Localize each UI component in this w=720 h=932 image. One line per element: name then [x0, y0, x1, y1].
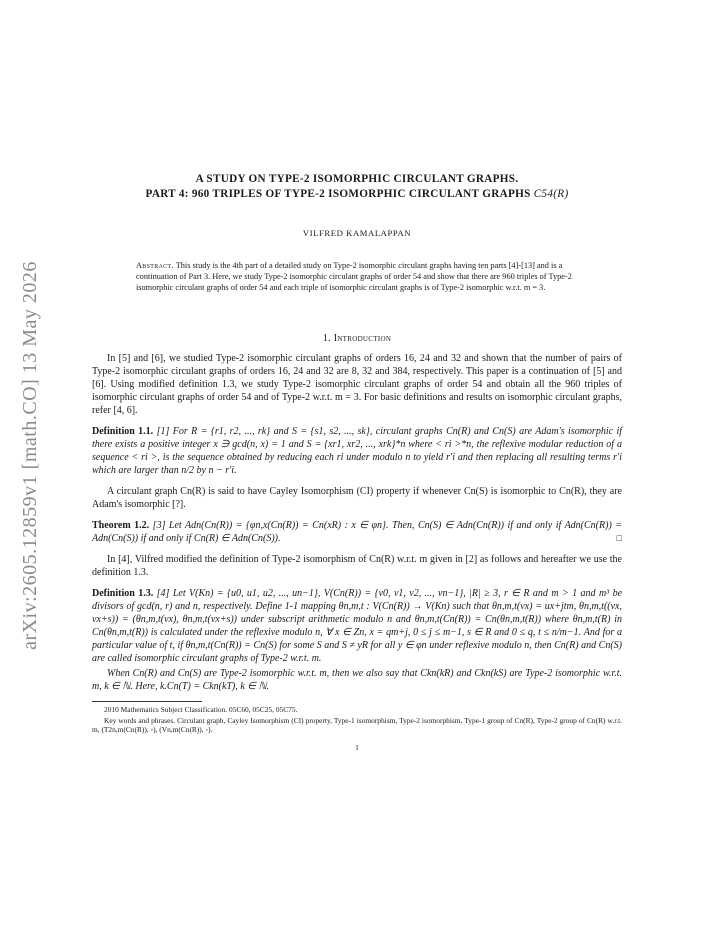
abstract	[136, 260, 578, 293]
intro-paragraph-1: In [5] and [6], we studied Type-2 isomorphic circulant graphs of orders 16, 24 and 32 and shown that the number of pairs of Type-2 isomorphic circulant graphs of orders 16, 24 and 32 are 8, 32 and 384, respectively. This paper is a continuation of [5] and [6]. Using modified definition 1.3, we study Type-2 isomorphic circulant graphs of order 54 and obtain all the 960 triples of isomorphic circulant graphs of order 54 and of Type-2 w.r.t. m = 3. For basic definitions and results on isomorphic circulant graphs, refer [4, 6].	[92, 353, 622, 416]
title-symbol: C54(R)	[533, 188, 569, 200]
definition-1-3-body: [4] Let V(Kn) = {u0, u1, u2, ..., un−1}, V(Cn(R)) = {v0, v1, v2, ..., vn−1}, |R| ≥ 3, r ∈ R and m > 1 and m³ be divisors of gcd(n, r) and n, respectively. Define 1-1 mapping θn,m,t : V(Cn(R)) → V(Kn) such that θn,m,t(vx) = ux+jtm, θn,m,t((vx, vx+s)) = (θn,m,t(vx), θn,m,t(vx+s)) under subscript arithmetic modulo n and θn,m,t(Cn(R)) = Cn(θn,m,t(R)) where θn,m,t(R) in Cn(θn,m,t(R)) is calculated under the reflexive modulo n, ∀ x ∈ Zn, x = qm+j, 0 ≤ j ≤ m−1, s ∈ R and 0 ≤ q, t ≤ n/m−1. And for a particular value of t, if θn,m,t(Cn(R)) = Cn(S) for some S and S ≠ yR for all y ∈ φn under reflexive modulo n, then Cn(R) and Cn(S) are called isomorphic circulant graphs of Type-2 w.r.t. m.	[92, 588, 623, 664]
paper-title-line1: A STUDY ON TYPE-2 ISOMORPHIC CIRCULANT GRAPHS.	[195, 173, 519, 185]
footnote-rule	[92, 701, 202, 702]
theorem-1-2-label: Theorem 1.2.	[92, 520, 150, 531]
definition-1-3	[92, 587, 622, 665]
title-line2-text: PART 4: 960 TRIPLES OF TYPE-2 ISOMORPHIC CIRCULANT GRAPHS	[145, 188, 531, 200]
author-name: VILFRED KAMALAPPAN	[302, 228, 412, 238]
theorem-1-2-body: [3] Let Adn(Cn(R)) = {φn,x(Cn(R)) = Cn(xR) : x ∈ φn}. Then, Cn(S) ∈ Adn(Cn(R)) if and only if Adn(Cn(R)) = Adn(Cn(S)) if and only if Cn(R) ∈ Adn(Cn(S)).	[92, 520, 623, 544]
footnote-keywords: Key words and phrases. Circulant graph, Cayley Isomorphism (CI) property, Type-1 isomorphism, Type-2 isomorphism, Type-1 group of Cn(R), Type-2 group of Cn(R) w.r.t. m, (T2n,m(Cn(R)), ◦), (Vn,m(Cn(R)), ◦).	[92, 715, 622, 735]
paper-title-line2	[92, 187, 622, 202]
intro-paragraph-2: A circulant graph Cn(R) is said to have Cayley Isomorphism (CI) property if whenever Cn(S) is isomorphic to Cn(R), they are Adam's isomorphic [?].	[92, 486, 622, 510]
page-number: 1	[355, 742, 359, 752]
abstract-label: Abstract.	[136, 261, 174, 270]
abstract-text: This study is the 4th part of a detailed study on Type-2 isomorphic circulant graphs having ten parts [4]-[13] and is a continuation of Part 3. Here, we study Type-2 isomorphic circulant graphs of order 54 and show that there are 960 triples of Type-2 isomorphic circulant graphs of order 54 and each triple of isomorphic circulant graphs is of Type-2 isomorphic w.r.t. m = 3.	[136, 261, 572, 292]
footnote-msc: 2010 Mathematics Subject Classification. 05C60, 05C25, 05C75.	[104, 705, 298, 714]
intro-paragraph-4: When Cn(R) and Cn(S) are Type-2 isomorphic w.r.t. m, then we also say that Ckn(kR) and Ckn(kS) are Type-2 isomorphic w.r.t. m, k ∈ ℕ. Here, k.Cn(T) = Ckn(kT), k ∈ ℕ.	[92, 668, 622, 692]
section-heading-introduction: 1. Introduction	[322, 333, 392, 344]
intro-paragraph-3: In [4], Vilfred modified the definition of Type-2 isomorphism of Cn(R) w.r.t. m given in [2] as follows and hereafter we use the definition 1.3.	[92, 554, 622, 578]
definition-1-1-body: [1] For R = {r1, r2, ..., rk} and S = {s1, s2, ..., sk}, circulant graphs Cn(R) and Cn(S) are Adam's isomorphic if there exists a positive integer x ∋ gcd(n, x) = 1 and S = {xr1, xr2, ..., xrk}*n where < ri >*n, the reflexive modular reduction of a sequence < ri >, is the sequence obtained by reducing each ri under modulo n to yield r′i and then replacing all resulting terms r′i which are larger than n/2 by n − r′i.	[92, 426, 622, 476]
definition-1-3-label: Definition 1.3.	[92, 588, 154, 599]
qed-symbol: □	[616, 533, 622, 543]
definition-1-1	[92, 425, 622, 477]
definition-1-1-label: Definition 1.1.	[92, 426, 154, 437]
theorem-1-2	[92, 519, 622, 545]
paper-page	[92, 172, 622, 752]
arxiv-id-text: arXiv:2605.12859v1 [math.CO] 13 May 2026	[18, 260, 41, 650]
arxiv-identifier-stamp	[8, 240, 52, 670]
